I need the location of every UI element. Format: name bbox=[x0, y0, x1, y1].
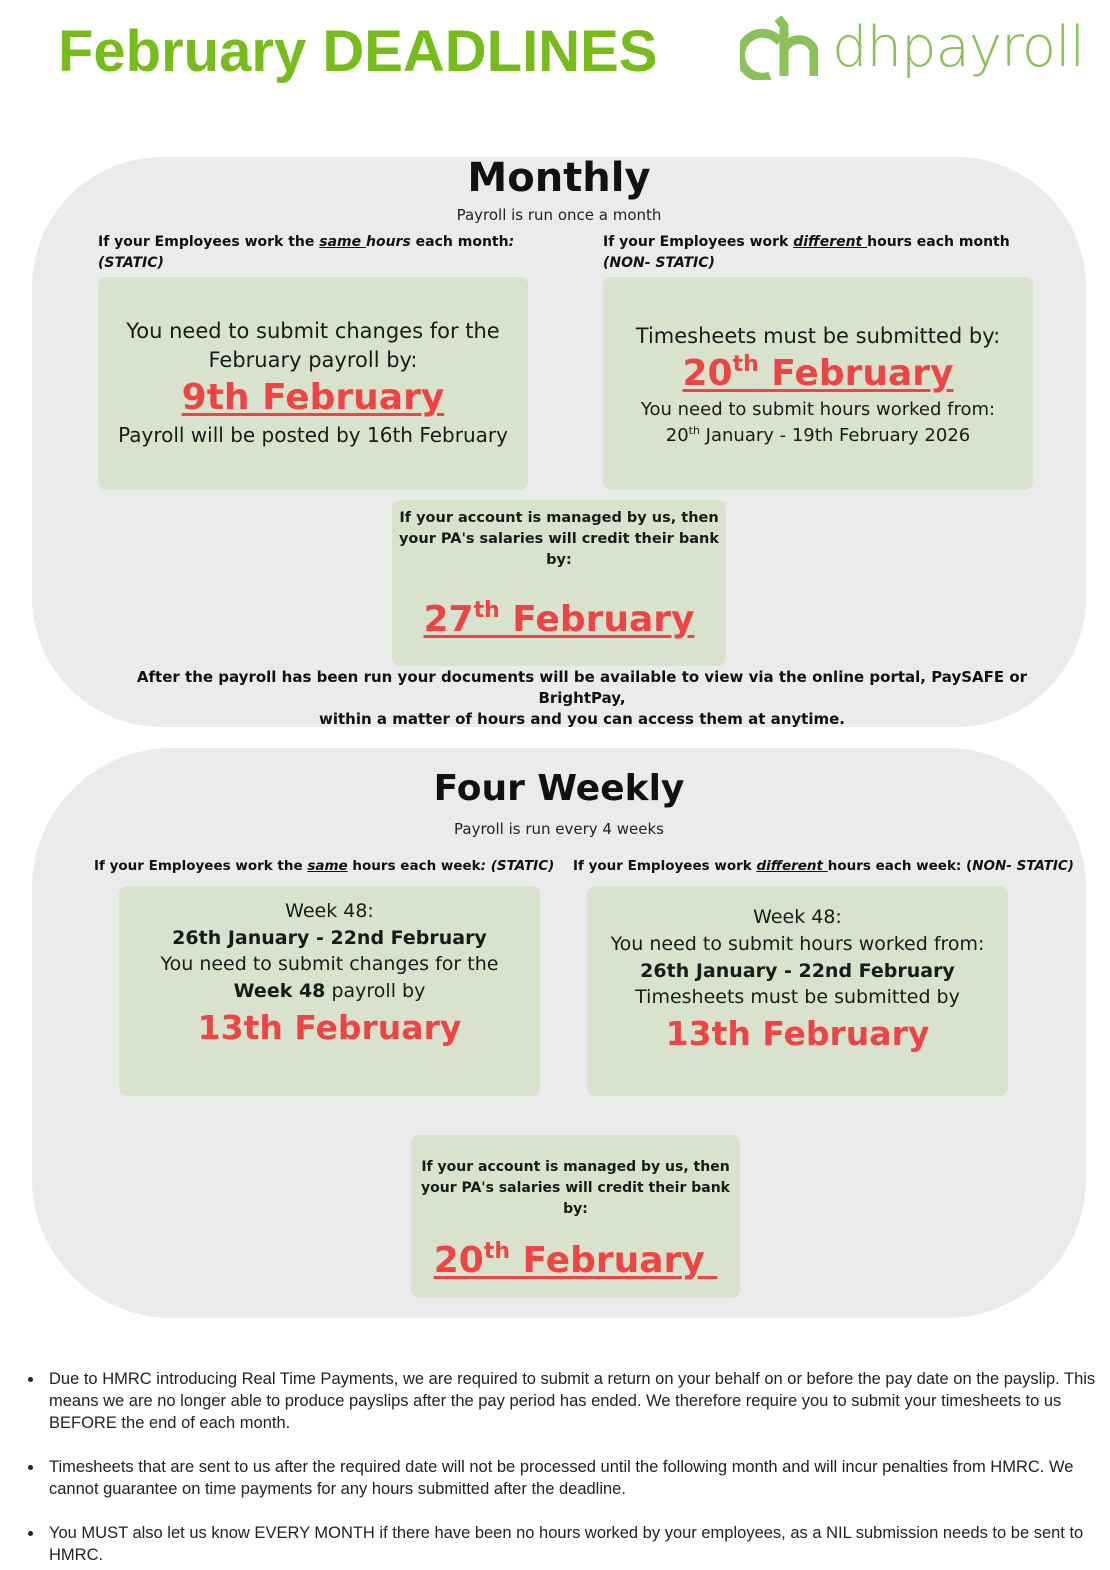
deadline-date: 20th February bbox=[682, 352, 954, 394]
box-line: Timesheets must be submitted by: bbox=[635, 324, 1001, 348]
deadline-date: 27th February bbox=[423, 598, 695, 640]
monthly-managed-box bbox=[392, 500, 726, 666]
four-weekly-section bbox=[32, 748, 1086, 1318]
four-weekly-managed-box bbox=[411, 1135, 740, 1298]
four-weekly-nonstatic-box bbox=[587, 886, 1008, 1096]
box-line: 20th January - 19th February 2026 bbox=[665, 424, 971, 446]
deadline-date: 20th February bbox=[433, 1239, 718, 1281]
box-line: You need to submit changes for the bbox=[160, 953, 499, 975]
monthly-static-condition: If your Employees work the same hours each month: (STATIC) bbox=[98, 234, 515, 271]
four-weekly-static-condition: If your Employees work the same hours each week: (STATIC) bbox=[94, 858, 555, 874]
four-weekly-subtitle: Payroll is run every 4 weeks bbox=[454, 820, 664, 838]
note-item: Due to HMRC introducing Real Time Payments, we are required to submit a return on your behalf on or before the pay date on the payslip. This means we are no longer able to produce payslips after the pay period has ended. We therefore require you to submit your timesheets to us BEFORE the end of each month. bbox=[22, 1368, 1097, 1434]
box-line: February payroll by: bbox=[208, 348, 418, 372]
deadline-date: 13th February bbox=[665, 1014, 930, 1053]
dh-logo-icon bbox=[740, 14, 818, 80]
four-weekly-title: Four Weekly bbox=[433, 768, 685, 809]
monthly-section bbox=[32, 157, 1086, 727]
box-line: Week 48 payroll by bbox=[233, 980, 426, 1002]
four-weekly-static-box bbox=[119, 886, 540, 1096]
box-line: your PA's salaries will credit their bank by: bbox=[421, 1180, 730, 1217]
box-line: 26th January - 22nd February bbox=[640, 960, 955, 982]
page-title: February DEADLINES bbox=[58, 19, 658, 84]
deadline-date: 13th February bbox=[197, 1008, 462, 1047]
notes-list bbox=[22, 1368, 1097, 1570]
box-line: You need to submit changes for the bbox=[126, 319, 500, 343]
box-line: If your account is managed by us, then bbox=[421, 1159, 730, 1175]
monthly-nonstatic-condition: If your Employees work different hours each month (NON- STATIC) bbox=[603, 234, 1010, 271]
monthly-title: Monthly bbox=[467, 155, 651, 201]
box-line: You need to submit hours worked from: bbox=[640, 399, 996, 420]
four-weekly-nonstatic-condition: If your Employees work different hours each week: (NON- STATIC) bbox=[573, 858, 1074, 874]
box-line: Week 48: bbox=[285, 900, 374, 922]
documents-availability-note: After the payroll has been run your documents will be available to view via the online portal, PaySAFE or BrightPay, within a matter of hours and you can access them at anytime. bbox=[136, 668, 1028, 728]
deadline-date: 9th February bbox=[181, 377, 445, 418]
monthly-nonstatic-box bbox=[603, 277, 1033, 490]
box-line: Payroll will be posted by 16th February bbox=[118, 423, 508, 447]
logo-wordmark: dhpayroll bbox=[832, 15, 1085, 80]
dhpayroll-logo bbox=[740, 14, 1084, 80]
note-item: You MUST also let us know EVERY MONTH if there have been no hours worked by your employees, as a NIL submission needs to be sent to HMRC. bbox=[22, 1522, 1097, 1566]
note-item: Timesheets that are sent to us after the required date will not be processed until the following month and will incur penalties from HMRC. We cannot guarantee on time payments for any hours submitted after the deadline. bbox=[22, 1456, 1097, 1500]
monthly-static-box bbox=[98, 277, 528, 490]
monthly-subtitle: Payroll is run once a month bbox=[456, 206, 662, 224]
box-line: You need to submit hours worked from: bbox=[610, 933, 985, 955]
box-line: If your account is managed by us, then bbox=[399, 510, 719, 526]
box-line: Week 48: bbox=[753, 906, 842, 928]
box-line: Timesheets must be submitted by bbox=[635, 986, 960, 1008]
box-line: 26th January - 22nd February bbox=[172, 927, 487, 949]
box-line: your PA's salaries will credit their bank by: bbox=[398, 531, 720, 568]
